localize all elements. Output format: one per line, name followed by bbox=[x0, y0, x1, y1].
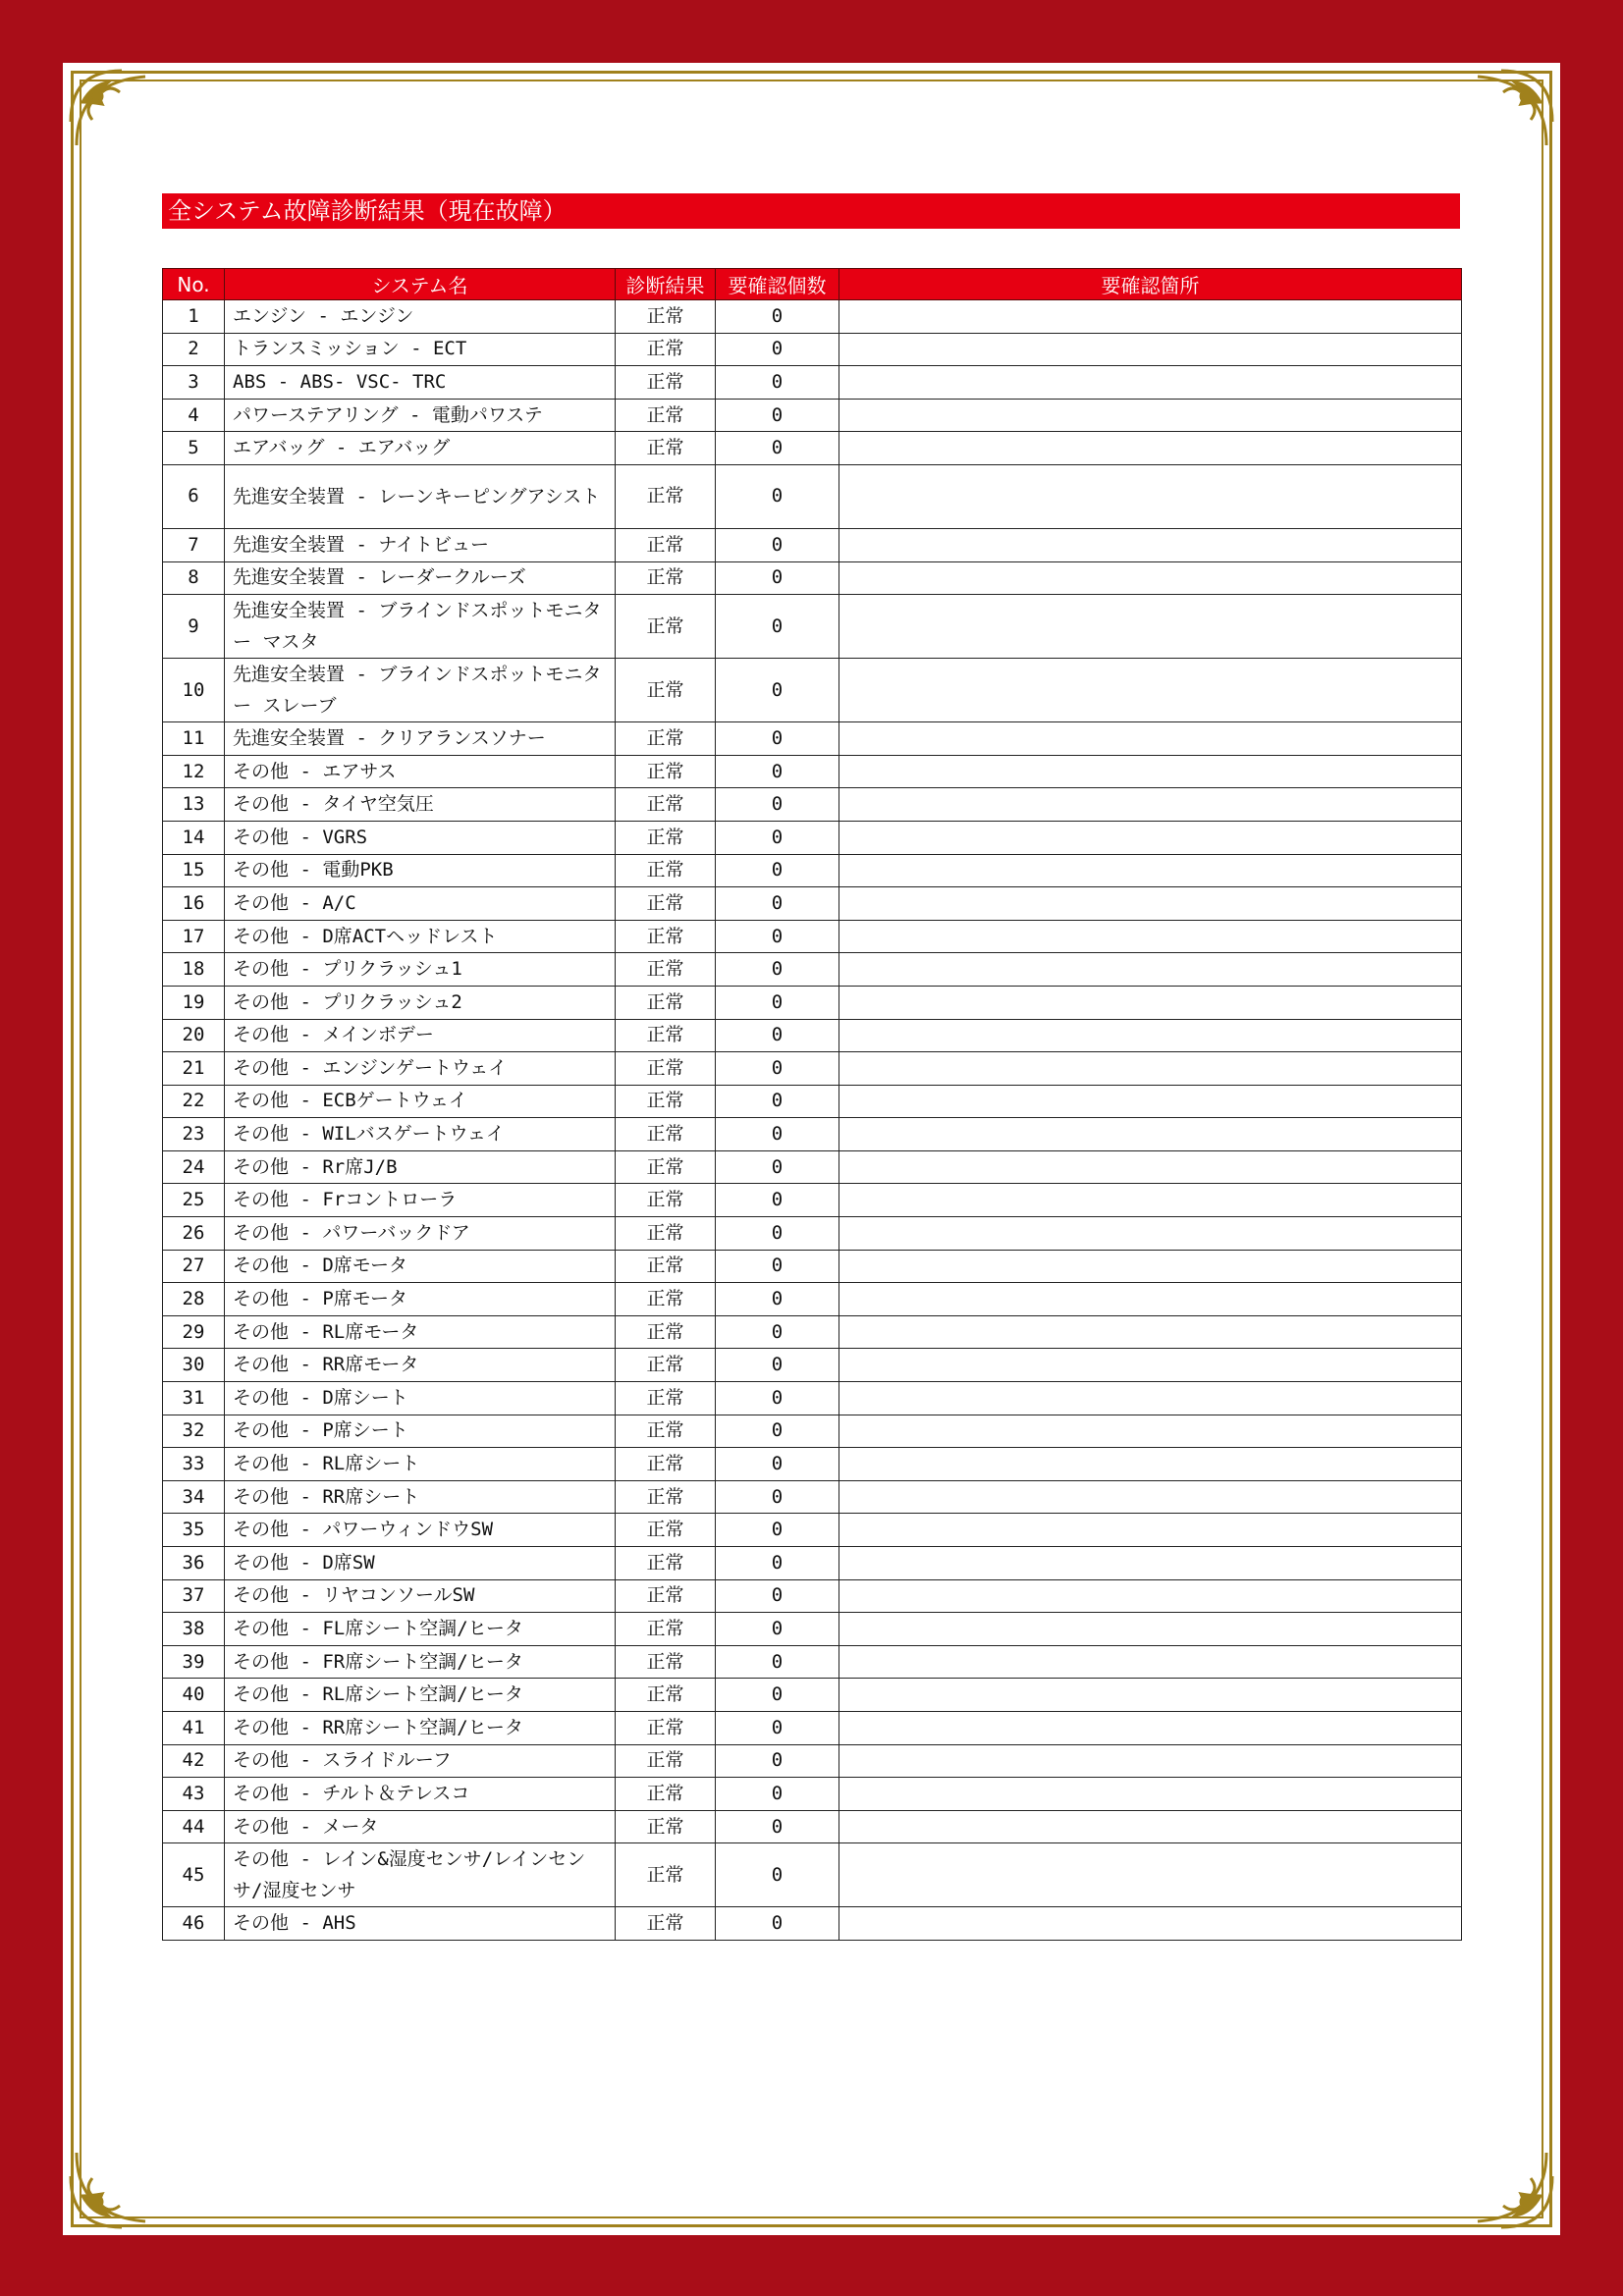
system-name-cell: その他 - RL席シート空調/ヒータ bbox=[225, 1679, 616, 1712]
report-title: 全システム故障診断結果（現在故障） bbox=[162, 193, 1460, 229]
check-count-cell: 0 bbox=[716, 432, 839, 465]
check-count-cell: 0 bbox=[716, 1579, 839, 1613]
table-row bbox=[163, 722, 1462, 756]
check-count-cell: 0 bbox=[716, 1448, 839, 1481]
row-number: 17 bbox=[163, 920, 225, 953]
row-number: 3 bbox=[163, 366, 225, 400]
table-row bbox=[163, 300, 1462, 334]
table-row bbox=[163, 366, 1462, 400]
table-row bbox=[163, 1744, 1462, 1778]
row-number: 25 bbox=[163, 1184, 225, 1217]
check-location-cell bbox=[839, 1415, 1462, 1448]
row-number: 34 bbox=[163, 1480, 225, 1514]
row-number: 11 bbox=[163, 722, 225, 756]
check-location-cell bbox=[839, 1349, 1462, 1382]
check-location-cell bbox=[839, 920, 1462, 953]
result-cell: 正常 bbox=[616, 1019, 716, 1052]
check-count-cell: 0 bbox=[716, 854, 839, 887]
system-name-cell: トランスミッション - ECT bbox=[225, 333, 616, 366]
row-number: 14 bbox=[163, 821, 225, 854]
row-number: 37 bbox=[163, 1579, 225, 1613]
row-number: 28 bbox=[163, 1283, 225, 1316]
table-row bbox=[163, 1052, 1462, 1086]
table-row bbox=[163, 1480, 1462, 1514]
table-row bbox=[163, 1415, 1462, 1448]
check-count-cell: 0 bbox=[716, 1778, 839, 1811]
header-result: 診断結果 bbox=[616, 269, 716, 300]
check-location-cell bbox=[839, 1843, 1462, 1907]
system-name-cell: その他 - 電動PKB bbox=[225, 854, 616, 887]
check-count-cell: 0 bbox=[716, 887, 839, 921]
table-row bbox=[163, 1810, 1462, 1843]
header-no: No. bbox=[163, 269, 225, 300]
table-row bbox=[163, 1118, 1462, 1151]
row-number: 24 bbox=[163, 1150, 225, 1184]
check-count-cell: 0 bbox=[716, 1052, 839, 1086]
row-number: 44 bbox=[163, 1810, 225, 1843]
row-number: 15 bbox=[163, 854, 225, 887]
system-name-cell: ABS - ABS- VSC- TRC bbox=[225, 366, 616, 400]
row-number: 36 bbox=[163, 1547, 225, 1580]
row-number: 9 bbox=[163, 595, 225, 659]
check-location-cell bbox=[839, 399, 1462, 432]
check-location-cell bbox=[839, 1217, 1462, 1251]
result-cell: 正常 bbox=[616, 821, 716, 854]
row-number: 12 bbox=[163, 755, 225, 788]
result-cell: 正常 bbox=[616, 1250, 716, 1283]
result-cell: 正常 bbox=[616, 366, 716, 400]
check-location-cell bbox=[839, 1744, 1462, 1778]
check-location-cell bbox=[839, 1711, 1462, 1744]
result-cell: 正常 bbox=[616, 1514, 716, 1547]
table-row bbox=[163, 788, 1462, 822]
check-count-cell: 0 bbox=[716, 1283, 839, 1316]
row-number: 33 bbox=[163, 1448, 225, 1481]
system-name-cell: 先進安全装置 - ブラインドスポットモニター マスタ bbox=[225, 595, 616, 659]
table-row bbox=[163, 1349, 1462, 1382]
check-count-cell: 0 bbox=[716, 1019, 839, 1052]
row-number: 40 bbox=[163, 1679, 225, 1712]
check-count-cell: 0 bbox=[716, 464, 839, 528]
check-count-cell: 0 bbox=[716, 1679, 839, 1712]
row-number: 7 bbox=[163, 528, 225, 561]
system-name-cell: その他 - D席モータ bbox=[225, 1250, 616, 1283]
check-location-cell bbox=[839, 788, 1462, 822]
system-name-cell: その他 - ECBゲートウェイ bbox=[225, 1085, 616, 1118]
result-cell: 正常 bbox=[616, 432, 716, 465]
check-count-cell: 0 bbox=[716, 399, 839, 432]
result-cell: 正常 bbox=[616, 953, 716, 987]
system-name-cell: その他 - FR席シート空調/ヒータ bbox=[225, 1645, 616, 1679]
row-number: 10 bbox=[163, 659, 225, 722]
check-location-cell bbox=[839, 1613, 1462, 1646]
corner-ornament-icon bbox=[1462, 2137, 1560, 2235]
check-count-cell: 0 bbox=[716, 1382, 839, 1415]
corner-ornament-icon bbox=[1462, 63, 1560, 161]
result-cell: 正常 bbox=[616, 1415, 716, 1448]
system-name-cell: その他 - エアサス bbox=[225, 755, 616, 788]
check-count-cell: 0 bbox=[716, 1843, 839, 1907]
system-name-cell: その他 - Rr席J/B bbox=[225, 1150, 616, 1184]
table-row bbox=[163, 1448, 1462, 1481]
table-row bbox=[163, 1843, 1462, 1907]
result-cell: 正常 bbox=[616, 1579, 716, 1613]
row-number: 38 bbox=[163, 1613, 225, 1646]
check-count-cell: 0 bbox=[716, 1250, 839, 1283]
table-row bbox=[163, 1613, 1462, 1646]
system-name-cell: その他 - Frコントローラ bbox=[225, 1184, 616, 1217]
table-row bbox=[163, 1150, 1462, 1184]
system-name-cell: その他 - P席モータ bbox=[225, 1283, 616, 1316]
system-name-cell: その他 - レイン&湿度センサ/レインセンサ/湿度センサ bbox=[225, 1843, 616, 1907]
row-number: 27 bbox=[163, 1250, 225, 1283]
system-name-cell: その他 - P席シート bbox=[225, 1415, 616, 1448]
row-number: 1 bbox=[163, 300, 225, 334]
system-name-cell: その他 - チルト＆テレスコ bbox=[225, 1778, 616, 1811]
table-row bbox=[163, 464, 1462, 528]
row-number: 45 bbox=[163, 1843, 225, 1907]
row-number: 20 bbox=[163, 1019, 225, 1052]
result-cell: 正常 bbox=[616, 1907, 716, 1941]
check-count-cell: 0 bbox=[716, 333, 839, 366]
table-row bbox=[163, 986, 1462, 1019]
check-location-cell bbox=[839, 1382, 1462, 1415]
check-location-cell bbox=[839, 366, 1462, 400]
check-count-cell: 0 bbox=[716, 1349, 839, 1382]
table-row bbox=[163, 1778, 1462, 1811]
table-row bbox=[163, 1019, 1462, 1052]
system-name-cell: その他 - D席シート bbox=[225, 1382, 616, 1415]
check-count-cell: 0 bbox=[716, 1217, 839, 1251]
result-cell: 正常 bbox=[616, 1645, 716, 1679]
result-cell: 正常 bbox=[616, 300, 716, 334]
system-name-cell: エンジン - エンジン bbox=[225, 300, 616, 334]
check-location-cell bbox=[839, 1052, 1462, 1086]
row-number: 31 bbox=[163, 1382, 225, 1415]
system-name-cell: その他 - RR席モータ bbox=[225, 1349, 616, 1382]
system-name-cell: その他 - エンジンゲートウェイ bbox=[225, 1052, 616, 1086]
result-cell: 正常 bbox=[616, 1547, 716, 1580]
system-name-cell: エアバッグ - エアバッグ bbox=[225, 432, 616, 465]
header-check-count: 要確認個数 bbox=[716, 269, 839, 300]
table-row bbox=[163, 1085, 1462, 1118]
check-location-cell bbox=[839, 1778, 1462, 1811]
system-name-cell: その他 - メータ bbox=[225, 1810, 616, 1843]
table-row bbox=[163, 887, 1462, 921]
check-location-cell bbox=[839, 854, 1462, 887]
check-location-cell bbox=[839, 1514, 1462, 1547]
system-name-cell: その他 - D席SW bbox=[225, 1547, 616, 1580]
table-row bbox=[163, 1283, 1462, 1316]
system-name-cell: その他 - プリクラッシュ1 bbox=[225, 953, 616, 987]
check-location-cell bbox=[839, 1250, 1462, 1283]
table-row bbox=[163, 399, 1462, 432]
result-cell: 正常 bbox=[616, 1679, 716, 1712]
check-count-cell: 0 bbox=[716, 1744, 839, 1778]
result-cell: 正常 bbox=[616, 722, 716, 756]
check-count-cell: 0 bbox=[716, 1085, 839, 1118]
check-count-cell: 0 bbox=[716, 1315, 839, 1349]
system-name-cell: 先進安全装置 - ブラインドスポットモニター スレーブ bbox=[225, 659, 616, 722]
check-count-cell: 0 bbox=[716, 1514, 839, 1547]
row-number: 30 bbox=[163, 1349, 225, 1382]
row-number: 22 bbox=[163, 1085, 225, 1118]
table-row bbox=[163, 920, 1462, 953]
check-location-cell bbox=[839, 986, 1462, 1019]
header-check-location: 要確認箇所 bbox=[839, 269, 1462, 300]
table-row bbox=[163, 1382, 1462, 1415]
check-count-cell: 0 bbox=[716, 1810, 839, 1843]
row-number: 13 bbox=[163, 788, 225, 822]
result-cell: 正常 bbox=[616, 1382, 716, 1415]
table-row bbox=[163, 1217, 1462, 1251]
table-row bbox=[163, 953, 1462, 987]
check-count-cell: 0 bbox=[716, 1184, 839, 1217]
check-count-cell: 0 bbox=[716, 561, 839, 595]
check-count-cell: 0 bbox=[716, 1118, 839, 1151]
row-number: 42 bbox=[163, 1744, 225, 1778]
result-cell: 正常 bbox=[616, 1711, 716, 1744]
table-row bbox=[163, 1514, 1462, 1547]
corner-ornament-icon bbox=[63, 2137, 161, 2235]
check-location-cell bbox=[839, 561, 1462, 595]
check-location-cell bbox=[839, 300, 1462, 334]
header-system-name: システム名 bbox=[225, 269, 616, 300]
check-location-cell bbox=[839, 1480, 1462, 1514]
result-cell: 正常 bbox=[616, 659, 716, 722]
row-number: 46 bbox=[163, 1907, 225, 1941]
check-location-cell bbox=[839, 528, 1462, 561]
system-name-cell: その他 - AHS bbox=[225, 1907, 616, 1941]
result-cell: 正常 bbox=[616, 1843, 716, 1907]
check-count-cell: 0 bbox=[716, 659, 839, 722]
check-location-cell bbox=[839, 595, 1462, 659]
system-name-cell: 先進安全装置 - レーダークルーズ bbox=[225, 561, 616, 595]
result-cell: 正常 bbox=[616, 1085, 716, 1118]
check-count-cell: 0 bbox=[716, 1150, 839, 1184]
system-name-cell: その他 - RR席シート bbox=[225, 1480, 616, 1514]
row-number: 21 bbox=[163, 1052, 225, 1086]
check-count-cell: 0 bbox=[716, 920, 839, 953]
system-name-cell: 先進安全装置 - ナイトビュー bbox=[225, 528, 616, 561]
check-location-cell bbox=[839, 1579, 1462, 1613]
row-number: 39 bbox=[163, 1645, 225, 1679]
row-number: 8 bbox=[163, 561, 225, 595]
result-cell: 正常 bbox=[616, 1217, 716, 1251]
system-name-cell: その他 - プリクラッシュ2 bbox=[225, 986, 616, 1019]
report-page bbox=[63, 63, 1560, 2235]
table-row bbox=[163, 659, 1462, 722]
check-location-cell bbox=[839, 432, 1462, 465]
row-number: 35 bbox=[163, 1514, 225, 1547]
table-header-row bbox=[163, 269, 1462, 300]
table-row bbox=[163, 1711, 1462, 1744]
check-count-cell: 0 bbox=[716, 528, 839, 561]
system-name-cell: その他 - タイヤ空気圧 bbox=[225, 788, 616, 822]
system-name-cell: その他 - RR席シート空調/ヒータ bbox=[225, 1711, 616, 1744]
result-cell: 正常 bbox=[616, 755, 716, 788]
check-count-cell: 0 bbox=[716, 1645, 839, 1679]
result-cell: 正常 bbox=[616, 1315, 716, 1349]
table-row bbox=[163, 854, 1462, 887]
check-count-cell: 0 bbox=[716, 595, 839, 659]
result-cell: 正常 bbox=[616, 1118, 716, 1151]
check-location-cell bbox=[839, 1315, 1462, 1349]
result-cell: 正常 bbox=[616, 1613, 716, 1646]
table-row bbox=[163, 561, 1462, 595]
check-location-cell bbox=[839, 1679, 1462, 1712]
system-name-cell: その他 - VGRS bbox=[225, 821, 616, 854]
system-name-cell: その他 - RL席シート bbox=[225, 1448, 616, 1481]
table-row bbox=[163, 1679, 1462, 1712]
table-row bbox=[163, 1645, 1462, 1679]
system-name-cell: その他 - FL席シート空調/ヒータ bbox=[225, 1613, 616, 1646]
result-cell: 正常 bbox=[616, 1480, 716, 1514]
result-cell: 正常 bbox=[616, 1283, 716, 1316]
row-number: 41 bbox=[163, 1711, 225, 1744]
check-location-cell bbox=[839, 1118, 1462, 1151]
check-location-cell bbox=[839, 722, 1462, 756]
table-row bbox=[163, 333, 1462, 366]
check-location-cell bbox=[839, 1283, 1462, 1316]
check-count-cell: 0 bbox=[716, 1415, 839, 1448]
check-location-cell bbox=[839, 1645, 1462, 1679]
row-number: 16 bbox=[163, 887, 225, 921]
result-cell: 正常 bbox=[616, 1810, 716, 1843]
result-cell: 正常 bbox=[616, 399, 716, 432]
row-number: 2 bbox=[163, 333, 225, 366]
table-row bbox=[163, 1907, 1462, 1941]
check-count-cell: 0 bbox=[716, 821, 839, 854]
check-location-cell bbox=[839, 755, 1462, 788]
check-location-cell bbox=[839, 821, 1462, 854]
check-count-cell: 0 bbox=[716, 788, 839, 822]
system-name-cell: その他 - A/C bbox=[225, 887, 616, 921]
system-name-cell: その他 - メインボデー bbox=[225, 1019, 616, 1052]
result-cell: 正常 bbox=[616, 986, 716, 1019]
result-cell: 正常 bbox=[616, 1778, 716, 1811]
result-cell: 正常 bbox=[616, 854, 716, 887]
result-cell: 正常 bbox=[616, 1150, 716, 1184]
check-location-cell bbox=[839, 953, 1462, 987]
table-row bbox=[163, 1250, 1462, 1283]
system-name-cell: 先進安全装置 - クリアランスソナー bbox=[225, 722, 616, 756]
system-name-cell: パワーステアリング - 電動パワステ bbox=[225, 399, 616, 432]
check-count-cell: 0 bbox=[716, 1613, 839, 1646]
system-name-cell: その他 - WILバスゲートウェイ bbox=[225, 1118, 616, 1151]
row-number: 5 bbox=[163, 432, 225, 465]
row-number: 26 bbox=[163, 1217, 225, 1251]
check-location-cell bbox=[839, 1448, 1462, 1481]
check-location-cell bbox=[839, 1810, 1462, 1843]
row-number: 29 bbox=[163, 1315, 225, 1349]
row-number: 19 bbox=[163, 986, 225, 1019]
check-location-cell bbox=[839, 1150, 1462, 1184]
system-name-cell: その他 - パワーウィンドウSW bbox=[225, 1514, 616, 1547]
table-row bbox=[163, 755, 1462, 788]
check-count-cell: 0 bbox=[716, 300, 839, 334]
check-location-cell bbox=[839, 464, 1462, 528]
result-cell: 正常 bbox=[616, 464, 716, 528]
result-cell: 正常 bbox=[616, 1052, 716, 1086]
system-name-cell: その他 - リヤコンソールSW bbox=[225, 1579, 616, 1613]
check-count-cell: 0 bbox=[716, 1480, 839, 1514]
corner-ornament-icon bbox=[63, 63, 161, 161]
check-location-cell bbox=[839, 1085, 1462, 1118]
check-count-cell: 0 bbox=[716, 953, 839, 987]
result-cell: 正常 bbox=[616, 920, 716, 953]
table-row bbox=[163, 1579, 1462, 1613]
check-count-cell: 0 bbox=[716, 1547, 839, 1580]
system-name-cell: その他 - RL席モータ bbox=[225, 1315, 616, 1349]
row-number: 32 bbox=[163, 1415, 225, 1448]
check-location-cell bbox=[839, 1547, 1462, 1580]
system-name-cell: その他 - パワーバックドア bbox=[225, 1217, 616, 1251]
result-cell: 正常 bbox=[616, 561, 716, 595]
table-body bbox=[163, 300, 1462, 1941]
check-count-cell: 0 bbox=[716, 986, 839, 1019]
system-name-cell: その他 - スライドルーフ bbox=[225, 1744, 616, 1778]
result-cell: 正常 bbox=[616, 1349, 716, 1382]
result-cell: 正常 bbox=[616, 788, 716, 822]
result-cell: 正常 bbox=[616, 595, 716, 659]
check-location-cell bbox=[839, 1019, 1462, 1052]
result-cell: 正常 bbox=[616, 528, 716, 561]
table-row bbox=[163, 1184, 1462, 1217]
diagnosis-table bbox=[162, 268, 1462, 1941]
check-count-cell: 0 bbox=[716, 755, 839, 788]
check-location-cell bbox=[839, 1184, 1462, 1217]
table-row bbox=[163, 528, 1462, 561]
result-cell: 正常 bbox=[616, 333, 716, 366]
result-cell: 正常 bbox=[616, 1744, 716, 1778]
table-row bbox=[163, 1315, 1462, 1349]
system-name-cell: 先進安全装置 - レーンキーピングアシスト bbox=[225, 464, 616, 528]
row-number: 4 bbox=[163, 399, 225, 432]
table-row bbox=[163, 821, 1462, 854]
table-row bbox=[163, 1547, 1462, 1580]
result-cell: 正常 bbox=[616, 1448, 716, 1481]
row-number: 18 bbox=[163, 953, 225, 987]
row-number: 43 bbox=[163, 1778, 225, 1811]
check-location-cell bbox=[839, 333, 1462, 366]
check-location-cell bbox=[839, 1907, 1462, 1941]
check-count-cell: 0 bbox=[716, 1711, 839, 1744]
row-number: 23 bbox=[163, 1118, 225, 1151]
table-row bbox=[163, 595, 1462, 659]
system-name-cell: その他 - D席ACTヘッドレスト bbox=[225, 920, 616, 953]
check-count-cell: 0 bbox=[716, 366, 839, 400]
table-row bbox=[163, 432, 1462, 465]
check-count-cell: 0 bbox=[716, 722, 839, 756]
check-location-cell bbox=[839, 659, 1462, 722]
result-cell: 正常 bbox=[616, 887, 716, 921]
row-number: 6 bbox=[163, 464, 225, 528]
check-count-cell: 0 bbox=[716, 1907, 839, 1941]
result-cell: 正常 bbox=[616, 1184, 716, 1217]
check-location-cell bbox=[839, 887, 1462, 921]
